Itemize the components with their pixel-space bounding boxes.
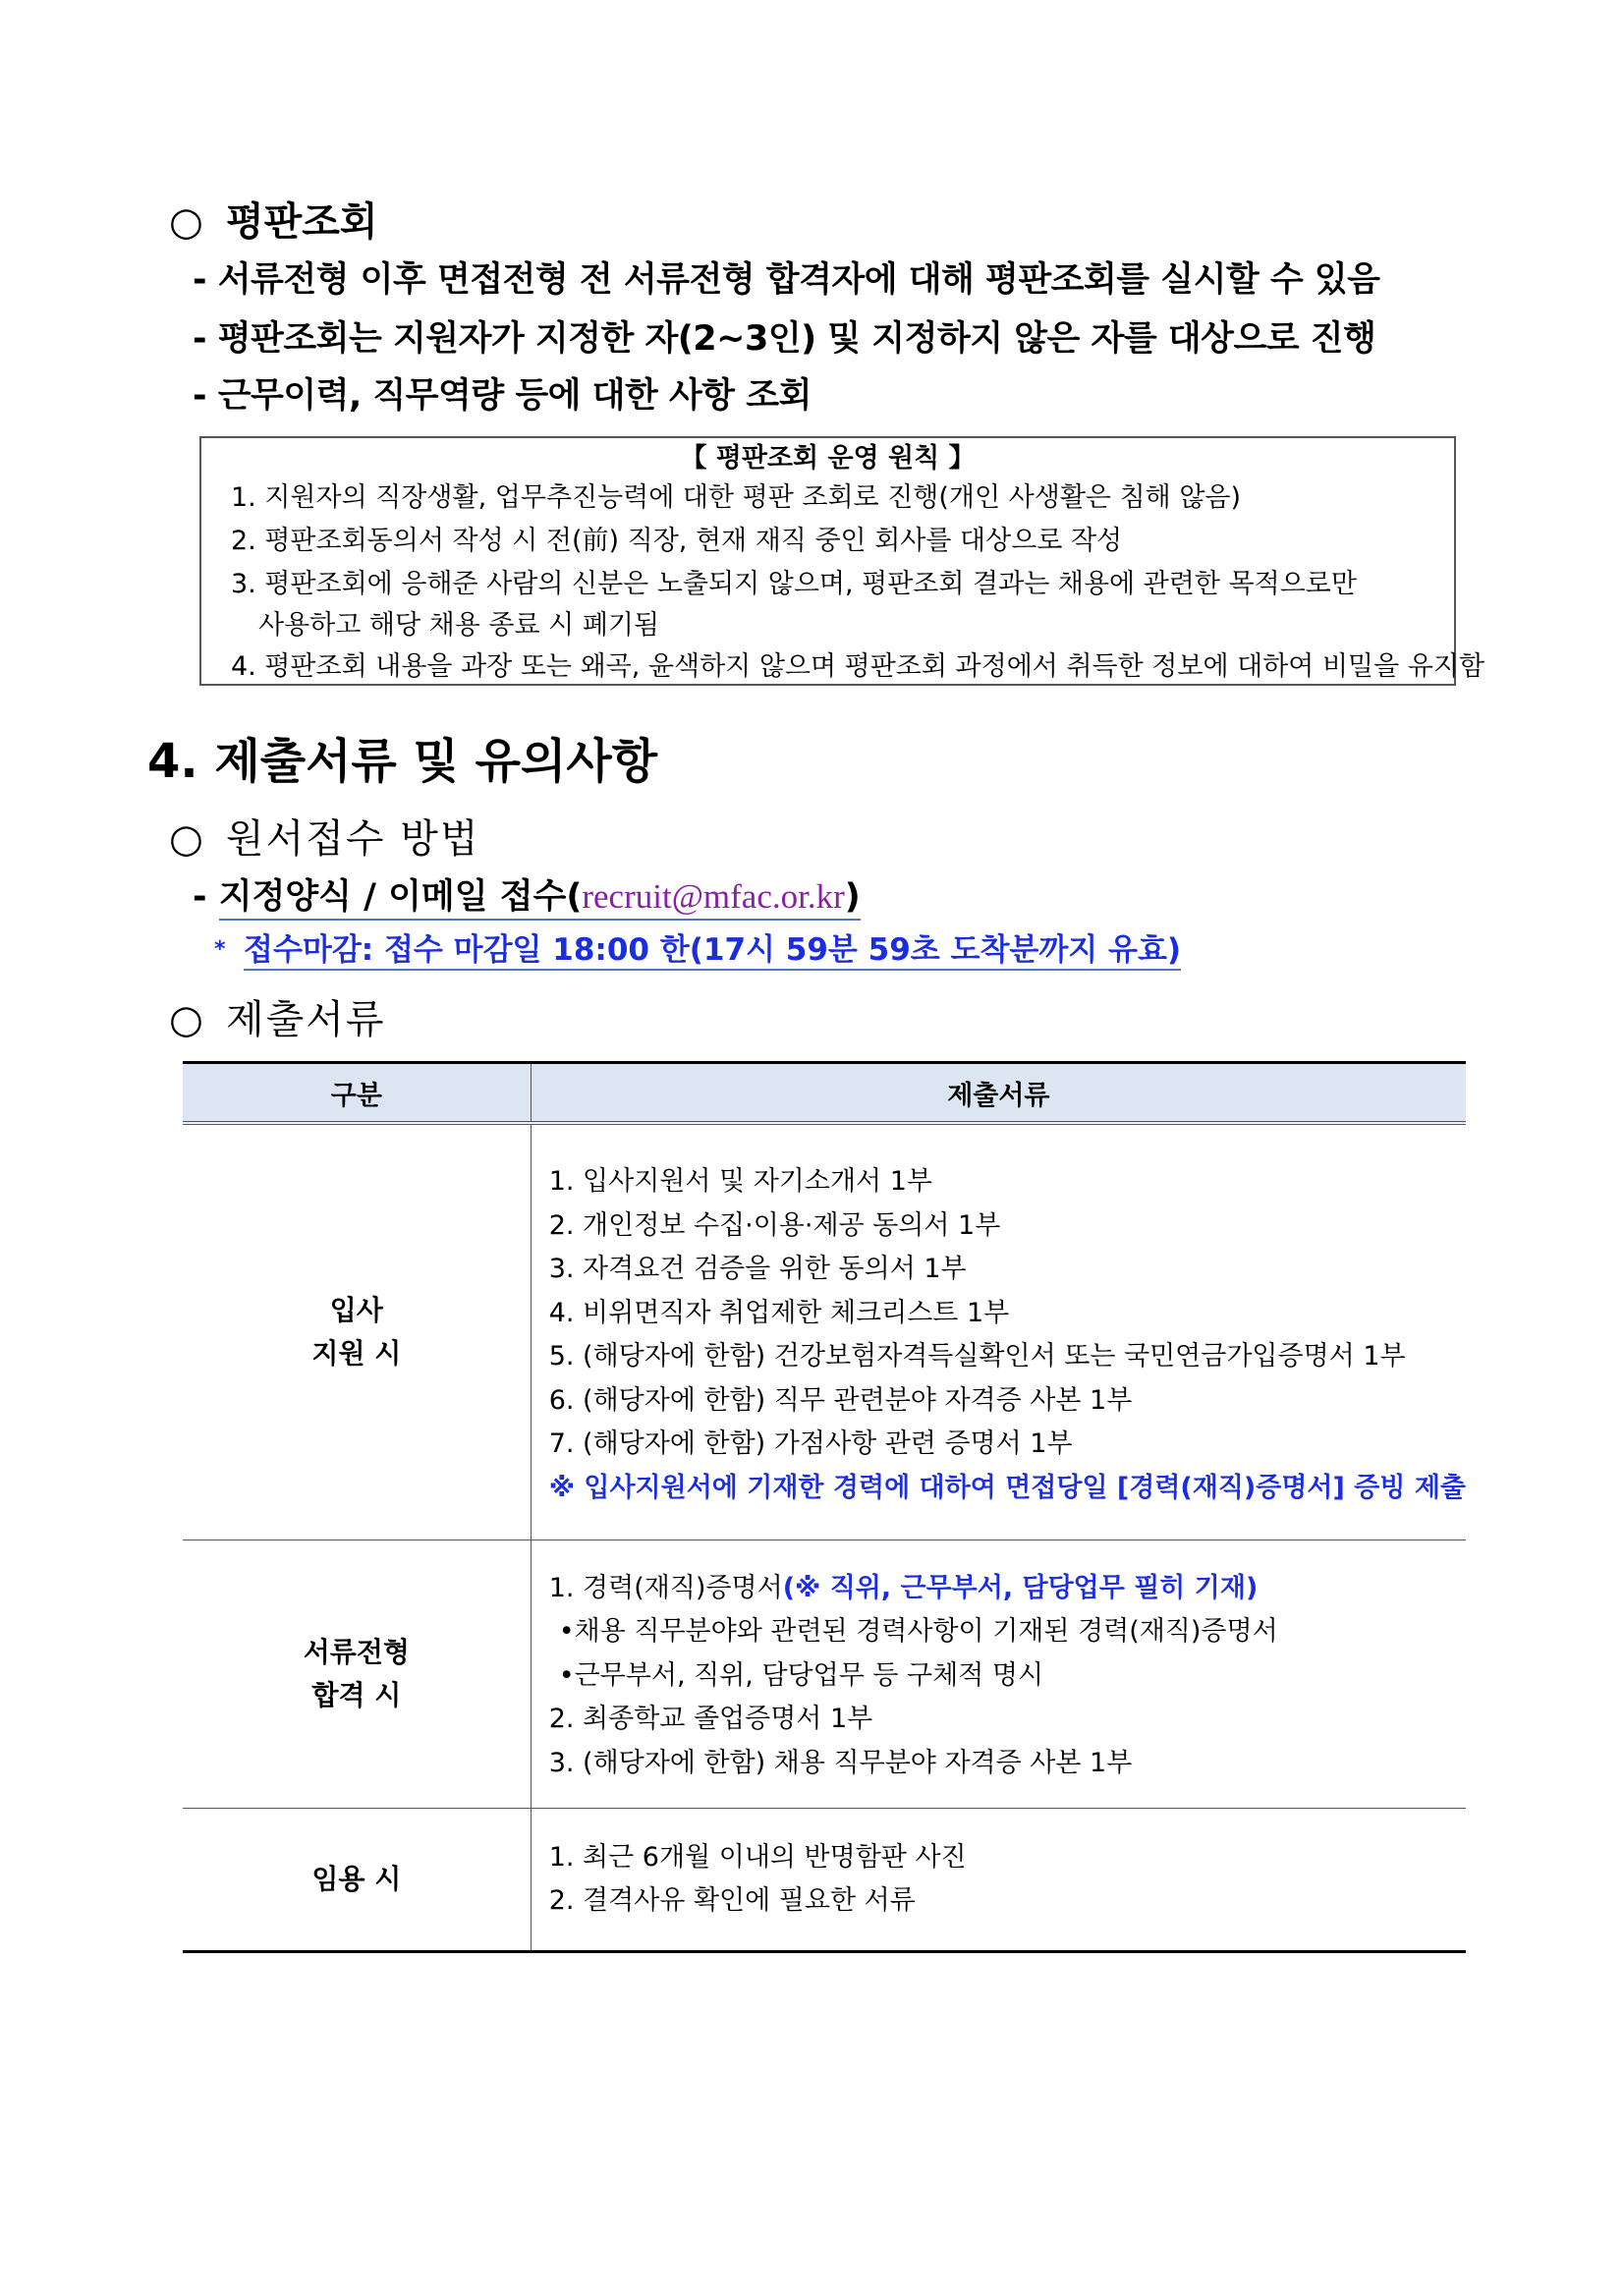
reputation-line: - 근무이력, 직무역량 등에 대한 사항 조회 <box>193 376 812 416</box>
circle-bullet: ○ <box>169 997 205 1042</box>
document-item: 6. (해당자에 한함) 직무 관련분야 자격증 사본 1부 <box>548 1384 1133 1416</box>
documents-table <box>183 1061 1466 1953</box>
document-item-highlight: (※ 직위, 근무부서, 담당업무 필히 기재) <box>782 1572 1259 1603</box>
documents-heading <box>169 992 386 1047</box>
document-item: 7. (해당자에 한함) 가점사항 관련 증명서 1부 <box>548 1428 1073 1459</box>
document-item: 4. 비위면직자 취업제한 체크리스트 1부 <box>548 1297 1010 1328</box>
table-row <box>183 1123 1466 1540</box>
table-row <box>183 1809 1466 1952</box>
category-label: 임용 시 <box>311 1863 402 1895</box>
reputation-principles-box <box>199 436 1485 686</box>
document-item: 3. (해당자에 한함) 채용 직무분야 자격증 사본 1부 <box>548 1747 1133 1778</box>
asterisk-mark: * <box>214 937 226 962</box>
principles-title: 【 평판조회 운영 원칙 】 <box>680 443 976 474</box>
document-item: 2. 결격사유 확인에 필요한 서류 <box>548 1885 916 1916</box>
principle-item: 1. 지원자의 직장생활, 업무추진능력에 대한 평판 조회로 진행(개인 사생활은 침해 않음) <box>231 482 1242 513</box>
reputation-heading <box>169 195 378 250</box>
principle-item: 2. 평판조회동의서 작성 시 전(前) 직장, 현재 재직 중인 회사를 대상으로 작성 <box>231 526 1123 556</box>
category-label: 입사 <box>329 1294 383 1326</box>
header-documents: 제출서류 <box>531 1063 1466 1124</box>
principle-item: 사용하고 해당 채용 종료 시 폐기됨 <box>258 610 660 641</box>
category-cell <box>183 1123 531 1540</box>
application-deadline <box>214 927 1181 973</box>
documents-cell <box>531 1809 1466 1952</box>
document-item-prefix: 1. 경력(재직)증명서 <box>548 1572 783 1603</box>
table-row <box>183 1540 1466 1809</box>
email-link[interactable]: recruit@mfac.or.kr <box>582 877 845 916</box>
application-method <box>193 872 861 922</box>
category-cell <box>183 1809 531 1952</box>
document-item: 2. 최종학교 졸업증명서 1부 <box>548 1704 873 1735</box>
documents-heading-text: 제출서류 <box>226 997 386 1042</box>
circle-bullet: ○ <box>169 199 203 245</box>
document-item: 5. (해당자에 한함) 건강보험자격득실확인서 또는 국민연금가입증명서 1부 <box>548 1341 1406 1372</box>
documents-cell <box>531 1123 1466 1540</box>
category-label: 합격 시 <box>311 1679 402 1711</box>
circle-bullet: ○ <box>169 816 205 862</box>
deadline-text: 접수마감: 접수 마감일 18:00 한(17시 59분 59초 도착분까지 유효) <box>244 932 1181 971</box>
section-title: 4. 제출서류 및 유의사항 <box>147 734 658 789</box>
document-item: 1. 입사지원서 및 자기소개서 1부 <box>548 1166 932 1197</box>
table-header-row <box>183 1063 1466 1124</box>
document-note: ※ 입사지원서에 기재한 경력에 대하여 면접당일 [경력(재직)증명서] 증빙 제출 <box>548 1472 1466 1503</box>
document-subitem: •근무부서, 직위, 담당업무 등 구체적 명시 <box>558 1659 1044 1691</box>
reputation-line: - 평판조회는 지원자가 지정한 자(2~3인) 및 지정하지 않은 자를 대상으로 진행 <box>193 319 1376 359</box>
dash-prefix: - <box>193 877 219 917</box>
header-category: 구분 <box>183 1063 531 1124</box>
document-item: 1. 최근 6개월 이내의 반명함판 사진 <box>548 1841 967 1873</box>
reputation-heading-text: 평판조회 <box>226 199 378 245</box>
document-subitem: •채용 직무분야와 관련된 경력사항이 기재된 경력(재직)증명서 <box>558 1616 1278 1648</box>
document-item: 3. 자격요건 검증을 위한 동의서 1부 <box>548 1254 967 1284</box>
category-label: 서류전형 <box>303 1636 410 1668</box>
method-suffix: ) <box>844 877 861 917</box>
method-underlined <box>219 877 861 921</box>
category-label: 지원 시 <box>311 1337 402 1370</box>
document-item <box>549 1567 1466 1611</box>
documents-cell <box>531 1540 1466 1809</box>
principle-item: 4. 평판조회 내용을 과장 또는 왜곡, 윤색하지 않으며 평판조회 과정에서 취득한 정보에 대하여 비밀을 유지함 <box>231 651 1485 682</box>
reputation-line: - 서류전형 이후 면접전형 전 서류전형 합격자에 대해 평판조회를 실시할 수 있음 <box>193 260 1380 300</box>
category-cell <box>183 1540 531 1809</box>
document-item: 2. 개인정보 수집·이용·제공 동의서 1부 <box>548 1209 1001 1241</box>
application-heading-text: 원서접수 방법 <box>226 816 480 862</box>
principle-item: 3. 평판조회에 응해준 사람의 신분은 노출되지 않으며, 평판조회 결과는 채용에 관련한 목적으로만 <box>231 569 1357 599</box>
method-text: 지정양식 / 이메일 접수( <box>218 877 583 917</box>
application-heading <box>169 812 480 867</box>
